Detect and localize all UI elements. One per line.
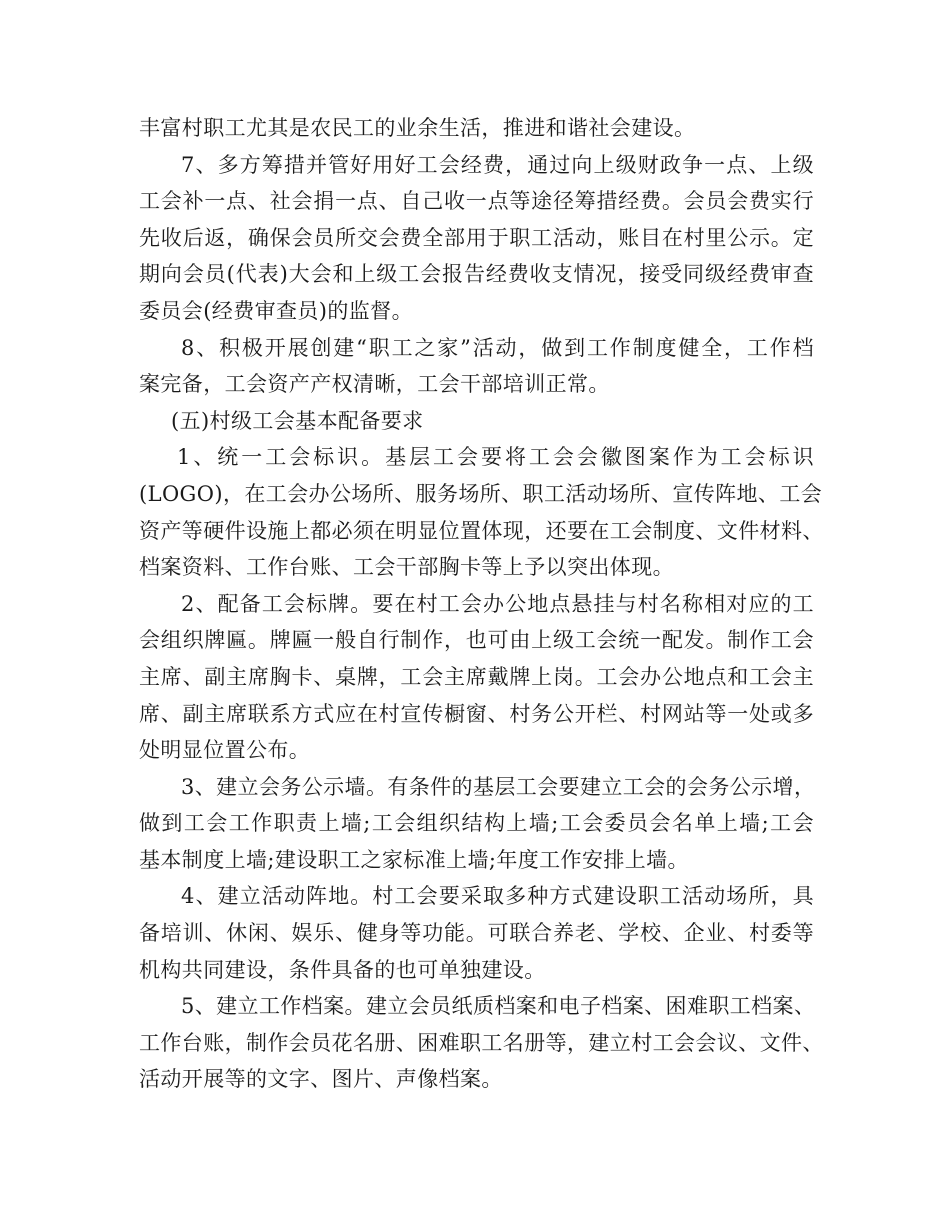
text-line: 7、多方筹措并管好用好工会经费，通过向上级财政争一点、上级 [181,152,814,177]
text-line: 5、建立工作档案。建立会员纸质档案和电子档案、困难职工档案、 [181,994,816,1019]
text-line: 8、积极开展创建“职工之家”活动，做到工作制度健全，工作档 [181,335,814,360]
text-line: 会组织牌匾。牌匾一般自行制作，也可由上级工会统一配发。制作工会 [139,628,814,653]
text-line: 档案资料、工作台账、工会干部胸卡等上予以突出体现。 [139,555,674,580]
text-line: 先收后返，确保会员所交会费全部用于职工活动，账目在村里公示。定 [139,225,814,250]
text-line: 工作台账，制作会员花名册、困难职工名册等，建立村工会会议、文件、 [139,1030,824,1055]
text-line: 机构共同建设，条件具备的也可单独建设。 [139,957,546,982]
text-line: 工会补一点、社会捐一点、自己收一点等途径筹措经费。会员会费实行 [139,189,814,214]
text-line: 席、副主席联系方式应在村宣传橱窗、村务公开栏、村网站等一处或多 [139,701,814,726]
document-body [139,110,824,1098]
text-line: 期向会员(代表)大会和上级工会报告经费收支情况，接受同级经费审查 [139,262,814,287]
text-line: 活动开展等的文字、图片、声像档案。 [139,1067,503,1092]
text-line: 资产等硬件设施上都必须在明显位置体现，还要在工会制度、文件材料、 [139,518,824,543]
text-line: 1、统一工会标识。基层工会要将工会会徽图案作为工会标识 [177,445,814,470]
text-line: 主席、副主席胸卡、桌牌，工会主席戴牌上岗。工会办公地点和工会主 [139,664,814,689]
text-line: (LOGO)，在工会办公场所、服务场所、职工活动场所、宣传阵地、工会 [139,481,823,506]
text-line: 做到工会工作职责上墙;工会组织结构上墙;工会委员会名单上墙;工会 [139,811,814,836]
text-line: 2、配备工会标牌。要在村工会办公地点悬挂与村名称相对应的工 [181,591,814,616]
text-line: 4、建立活动阵地。村工会要采取多种方式建设职工活动场所，具 [181,884,814,909]
text-line: 处明显位置公布。 [139,738,311,763]
text-line: 案完备，工会资产产权清晰，工会干部培训正常。 [139,372,610,397]
text-line: 委员会(经费审查员)的监督。 [139,298,413,323]
section-heading: (五)村级工会基本配备要求 [171,408,424,433]
text-line: 基本制度上墙;建设职工之家标准上墙;年度工作安排上墙。 [139,847,689,872]
text-line: 3、建立会务公示墙。有条件的基层工会要建立工会的会务公示增， [181,774,816,799]
text-line: 丰富村职工尤其是农民工的业余生活，推进和谐社会建设。 [139,116,696,140]
text-line: 备培训、休闲、娱乐、健身等功能。可联合养老、学校、企业、村委等 [139,921,814,946]
